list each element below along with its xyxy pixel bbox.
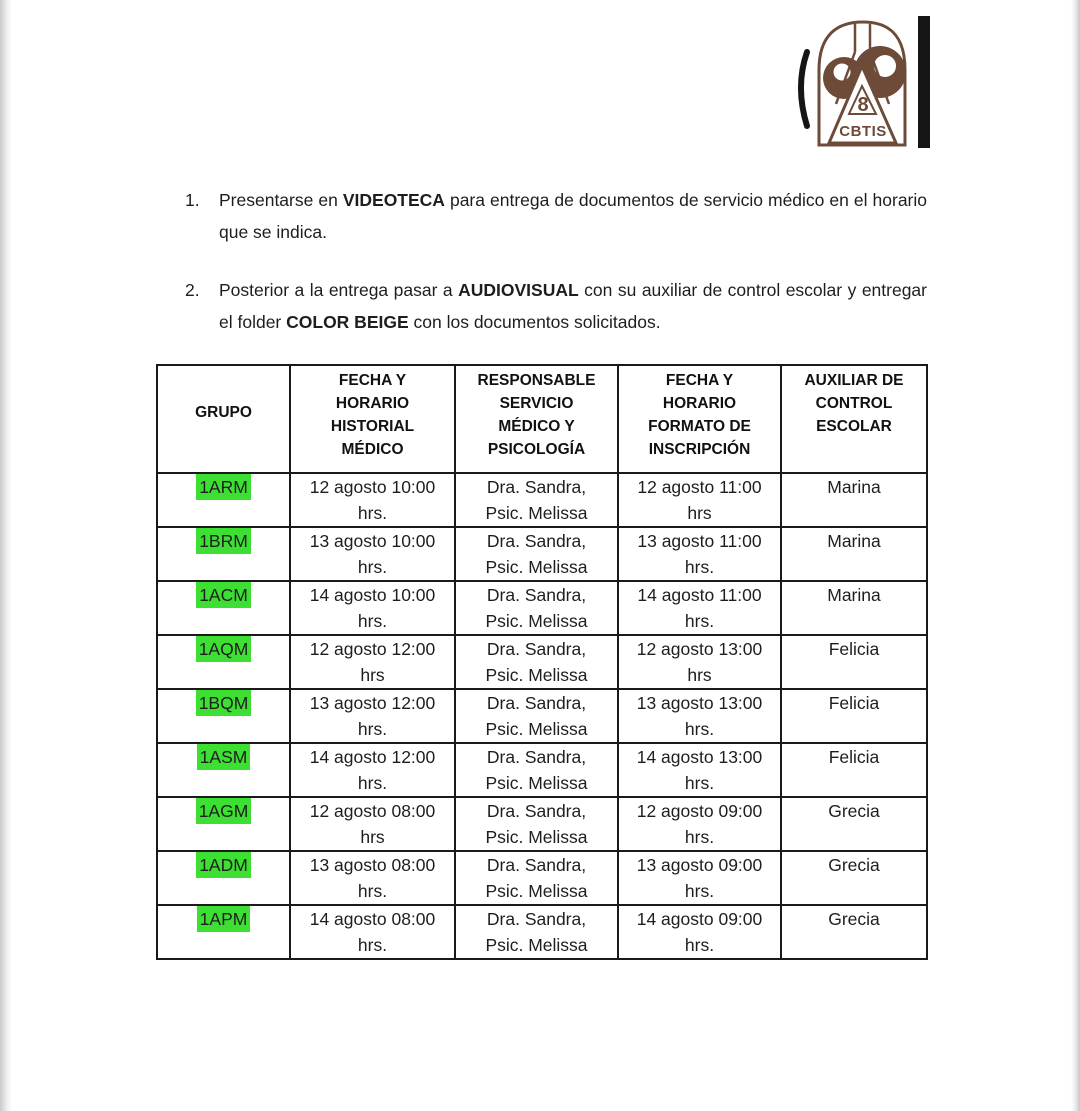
auxiliar-cell: Marina — [781, 473, 927, 527]
historial-cell: 13 agosto 10:00 hrs. — [290, 527, 455, 581]
responsable-cell: Dra. Sandra, Psic. Melissa — [455, 743, 618, 797]
column-header-fecha-formato: FECHA Y HORARIO FORMATO DE INSCRIPCIÓN — [618, 365, 781, 473]
group-cell — [157, 743, 290, 797]
group-highlight: 1ACM — [196, 582, 251, 608]
schedule-table-body — [157, 473, 927, 959]
table-row — [157, 851, 927, 905]
schedule-table-header-row — [157, 365, 927, 473]
table-row — [157, 581, 927, 635]
responsable-cell: Dra. Sandra, Psic. Melissa — [455, 851, 618, 905]
cbtis-logo — [792, 12, 934, 152]
group-highlight: 1APM — [197, 906, 251, 932]
left-edge-shadow — [0, 0, 12, 1111]
historial-cell: 12 agosto 10:00 hrs. — [290, 473, 455, 527]
instruction-number: 2. — [185, 280, 200, 300]
formato-cell: 12 agosto 13:00 hrs — [618, 635, 781, 689]
group-highlight: 1BQM — [196, 690, 252, 716]
responsable-cell: Dra. Sandra, Psic. Melissa — [455, 635, 618, 689]
cbtis-logo-graphic — [792, 12, 934, 152]
auxiliar-cell: Felicia — [781, 689, 927, 743]
responsable-cell: Dra. Sandra, Psic. Melissa — [455, 797, 618, 851]
auxiliar-cell: Grecia — [781, 905, 927, 959]
auxiliar-cell: Marina — [781, 527, 927, 581]
group-cell — [157, 473, 290, 527]
group-highlight: 1ARM — [196, 474, 251, 500]
table-row — [157, 905, 927, 959]
group-highlight: 1ADM — [196, 852, 251, 878]
auxiliar-cell: Grecia — [781, 797, 927, 851]
group-highlight: 1ASM — [197, 744, 251, 770]
column-header-grupo: GRUPO — [157, 365, 290, 473]
group-cell — [157, 581, 290, 635]
right-edge-shadow — [1071, 0, 1080, 1111]
group-highlight: 1AGM — [196, 798, 252, 824]
auxiliar-cell: Felicia — [781, 635, 927, 689]
responsable-cell: Dra. Sandra, Psic. Melissa — [455, 905, 618, 959]
responsable-cell: Dra. Sandra, Psic. Melissa — [455, 527, 618, 581]
instruction-number: 1. — [185, 190, 200, 210]
formato-cell: 12 agosto 11:00 hrs — [618, 473, 781, 527]
formato-cell: 14 agosto 09:00 hrs. — [618, 905, 781, 959]
group-cell — [157, 689, 290, 743]
responsable-cell: Dra. Sandra, Psic. Melissa — [455, 473, 618, 527]
column-header-auxiliar: AUXILIAR DE CONTROL ESCOLAR — [781, 365, 927, 473]
logo-number: 8 — [857, 94, 869, 116]
instruction-text: Posterior a la entrega pasar a AUDIOVISUAL con su auxiliar de control escolar y entregar el folder COLOR BEIGE con los documentos solicitados. — [219, 280, 927, 332]
historial-cell: 13 agosto 08:00 hrs. — [290, 851, 455, 905]
table-row — [157, 797, 927, 851]
black-bar — [918, 16, 930, 148]
formato-cell: 13 agosto 13:00 hrs. — [618, 689, 781, 743]
historial-cell: 14 agosto 10:00 hrs. — [290, 581, 455, 635]
group-cell — [157, 527, 290, 581]
table-row — [157, 689, 927, 743]
table-row — [157, 527, 927, 581]
historial-cell: 14 agosto 08:00 hrs. — [290, 905, 455, 959]
group-highlight: 1AQM — [196, 636, 252, 662]
group-cell — [157, 851, 290, 905]
auxiliar-cell: Marina — [781, 581, 927, 635]
table-row — [157, 743, 927, 797]
auxiliar-cell: Felicia — [781, 743, 927, 797]
historial-cell: 14 agosto 12:00 hrs. — [290, 743, 455, 797]
historial-cell: 12 agosto 12:00 hrs — [290, 635, 455, 689]
crescent-mark — [801, 52, 807, 126]
column-header-fecha-historial: FECHA Y HORARIO HISTORIAL MÉDICO — [290, 365, 455, 473]
formato-cell: 12 agosto 09:00 hrs. — [618, 797, 781, 851]
table-row — [157, 473, 927, 527]
instruction-text: Presentarse en VIDEOTECA para entrega de documentos de servicio médico en el horario que se indica. — [219, 190, 927, 242]
instruction-item-2 — [185, 274, 927, 338]
group-cell — [157, 905, 290, 959]
historial-cell: 12 agosto 08:00 hrs — [290, 797, 455, 851]
formato-cell: 14 agosto 13:00 hrs. — [618, 743, 781, 797]
instruction-list — [185, 184, 927, 364]
table-row — [157, 635, 927, 689]
formato-cell: 13 agosto 11:00 hrs. — [618, 527, 781, 581]
auxiliar-cell: Grecia — [781, 851, 927, 905]
schedule-table — [156, 364, 928, 960]
historial-cell: 13 agosto 12:00 hrs. — [290, 689, 455, 743]
column-header-responsable: RESPONSABLE SERVICIO MÉDICO Y PSICOLOGÍA — [455, 365, 618, 473]
group-cell — [157, 635, 290, 689]
responsable-cell: Dra. Sandra, Psic. Melissa — [455, 581, 618, 635]
group-cell — [157, 797, 290, 851]
formato-cell: 14 agosto 11:00 hrs. — [618, 581, 781, 635]
responsable-cell: Dra. Sandra, Psic. Melissa — [455, 689, 618, 743]
group-highlight: 1BRM — [196, 528, 251, 554]
logo-acronym: CBTIS — [839, 123, 887, 140]
formato-cell: 13 agosto 09:00 hrs. — [618, 851, 781, 905]
instruction-item-1 — [185, 184, 927, 248]
